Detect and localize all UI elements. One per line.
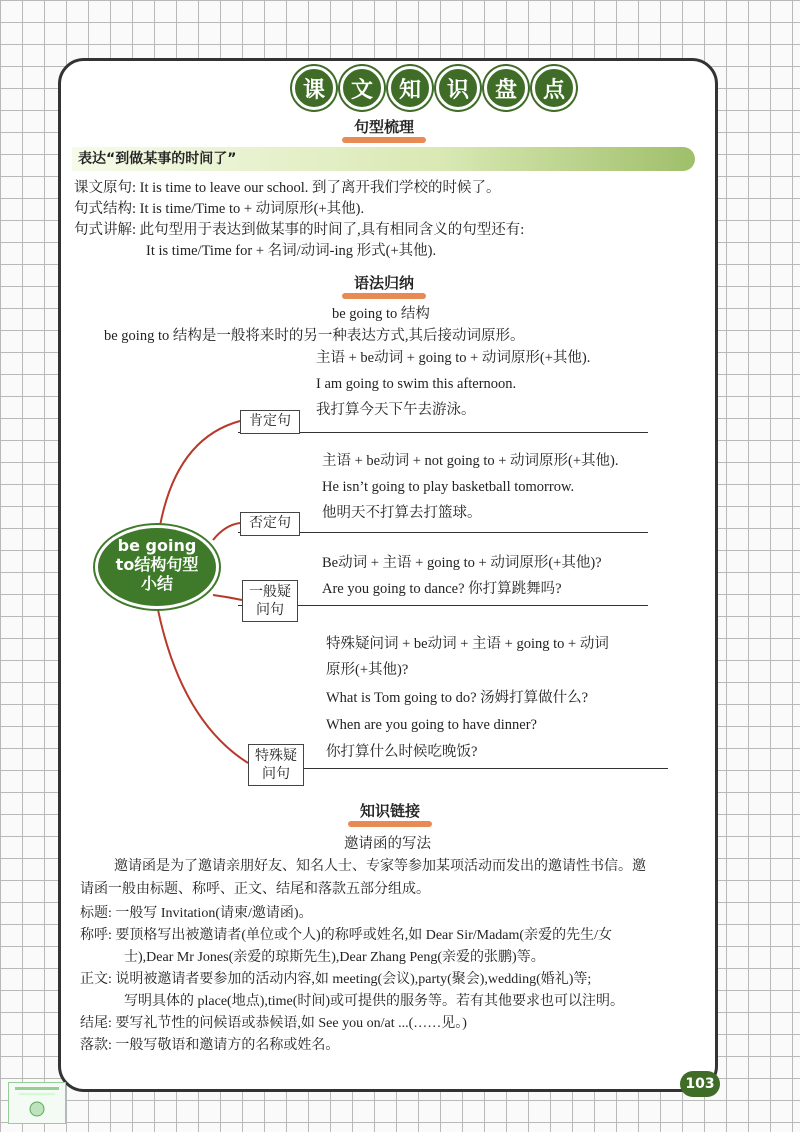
branch-label-negative: 否定句	[240, 512, 300, 536]
branch-line: What is Tom going to do? 汤姆打算做什么?	[326, 690, 589, 706]
grammar-heading: be going to 结构	[332, 306, 430, 322]
branch-line: 特殊疑问词 + be动词 + 主语 + going to + 动词	[326, 636, 609, 652]
link-item-body: 正文: 说明被邀请者要参加的活动内容,如 meeting(会议),party(聚会),wedding(婚礼)等;	[80, 972, 592, 987]
connector-negative	[213, 523, 240, 540]
grammar-intro: be going to 结构是一般将来时的另一种表达方式,其后接动词原形。	[104, 328, 525, 344]
connector-wh	[157, 605, 248, 763]
title-char: 盘	[484, 66, 528, 110]
branch-line: He isn’t going to play basketball tomorrow.	[322, 479, 575, 495]
text-line: It is time/Time for + 名词/动词-ing 形式(+其他).	[146, 243, 437, 259]
section-heading-link: 知识链接	[352, 800, 428, 823]
center-line: to结构句型	[115, 555, 199, 574]
text-line: 句式结构: It is time/Time to + 动词原形(+其他).	[74, 201, 365, 217]
title-char: 课	[292, 66, 336, 110]
title-char: 文	[340, 66, 384, 110]
branch-line: When are you going to have dinner?	[326, 717, 537, 733]
link-item-signature: 落款: 一般写敬语和邀请方的名称或姓名。	[80, 1038, 340, 1053]
branch-line: 原形(+其他)?	[326, 662, 409, 678]
branch-line: 主语 + be动词 + going to + 动词原形(+其他).	[316, 350, 591, 366]
text-line: 句式讲解: 此句型用于表达到做某事的时间了,具有相同含义的句型还有:	[74, 222, 525, 238]
section-heading-sentence: 句型梳理	[346, 116, 422, 139]
branch-line: 他明天不打算去打篮球。	[322, 505, 482, 521]
title-char: 点	[532, 66, 576, 110]
link-paragraph: 邀请函是为了邀请亲朋好友、知名人士、专家等参加某项活动而发出的邀请性书信。邀	[114, 859, 646, 874]
branch-line: 你打算什么时候吃晚饭?	[326, 744, 478, 760]
title-char: 知	[388, 66, 432, 110]
branch-label-wh: 特殊疑问句	[248, 744, 304, 786]
corner-stamp-icon	[8, 1082, 66, 1124]
text-line: 课文原句: It is time to leave our school. 到了离开我们学校的时候了。	[74, 180, 501, 196]
stamp-graphic-icon	[9, 1083, 65, 1123]
branch-underline	[238, 605, 648, 606]
page-number: 103	[680, 1071, 720, 1097]
center-line: 小结	[140, 574, 173, 593]
title-char: 识	[436, 66, 480, 110]
branch-label-yesno: 一般疑问句	[242, 580, 298, 622]
link-item-salutation-cont: 士),Dear Mr Jones(亲爱的琼斯先生),Dear Zhang Peng(亲爱的张鹏)等。	[124, 950, 545, 965]
link-item-salutation: 称呼: 要顶格写出被邀请者(单位或个人)的称呼或姓名,如 Dear Sir/Madam(亲爱的先生/女	[80, 928, 612, 943]
branch-line: Are you going to dance? 你打算跳舞吗?	[322, 581, 562, 597]
branch-line: I am going to swim this afternoon.	[316, 376, 517, 392]
section-heading-grammar: 语法归纳	[346, 272, 422, 295]
mindmap-center	[98, 528, 216, 606]
center-line: be going	[117, 536, 197, 555]
branch-underline	[248, 768, 668, 769]
sentence-topic-bar: 表达“到做某事的时间了”	[72, 147, 695, 171]
branch-line: Be动词 + 主语 + going to + 动词原形(+其他)?	[322, 555, 602, 571]
branch-line: 主语 + be动词 + not going to + 动词原形(+其他).	[322, 453, 619, 469]
branch-line: 我打算今天下午去游泳。	[316, 402, 476, 418]
link-item-closing: 结尾: 要写礼节性的问候语或恭候语,如 See you on/at ...(……见。)	[80, 1016, 467, 1031]
link-item-body-cont: 写明具体的 place(地点),time(时间)或可提供的服务等。若有其他要求也可以注明。	[124, 994, 625, 1009]
link-item-title: 标题: 一般写 Invitation(请柬/邀请函)。	[80, 906, 313, 921]
link-heading: 邀请函的写法	[344, 836, 431, 852]
connector-yesno	[213, 595, 242, 600]
link-paragraph: 请函一般由标题、称呼、正文、结尾和落款五部分组成。	[80, 882, 430, 897]
branch-label-affirmative: 肯定句	[240, 410, 300, 434]
